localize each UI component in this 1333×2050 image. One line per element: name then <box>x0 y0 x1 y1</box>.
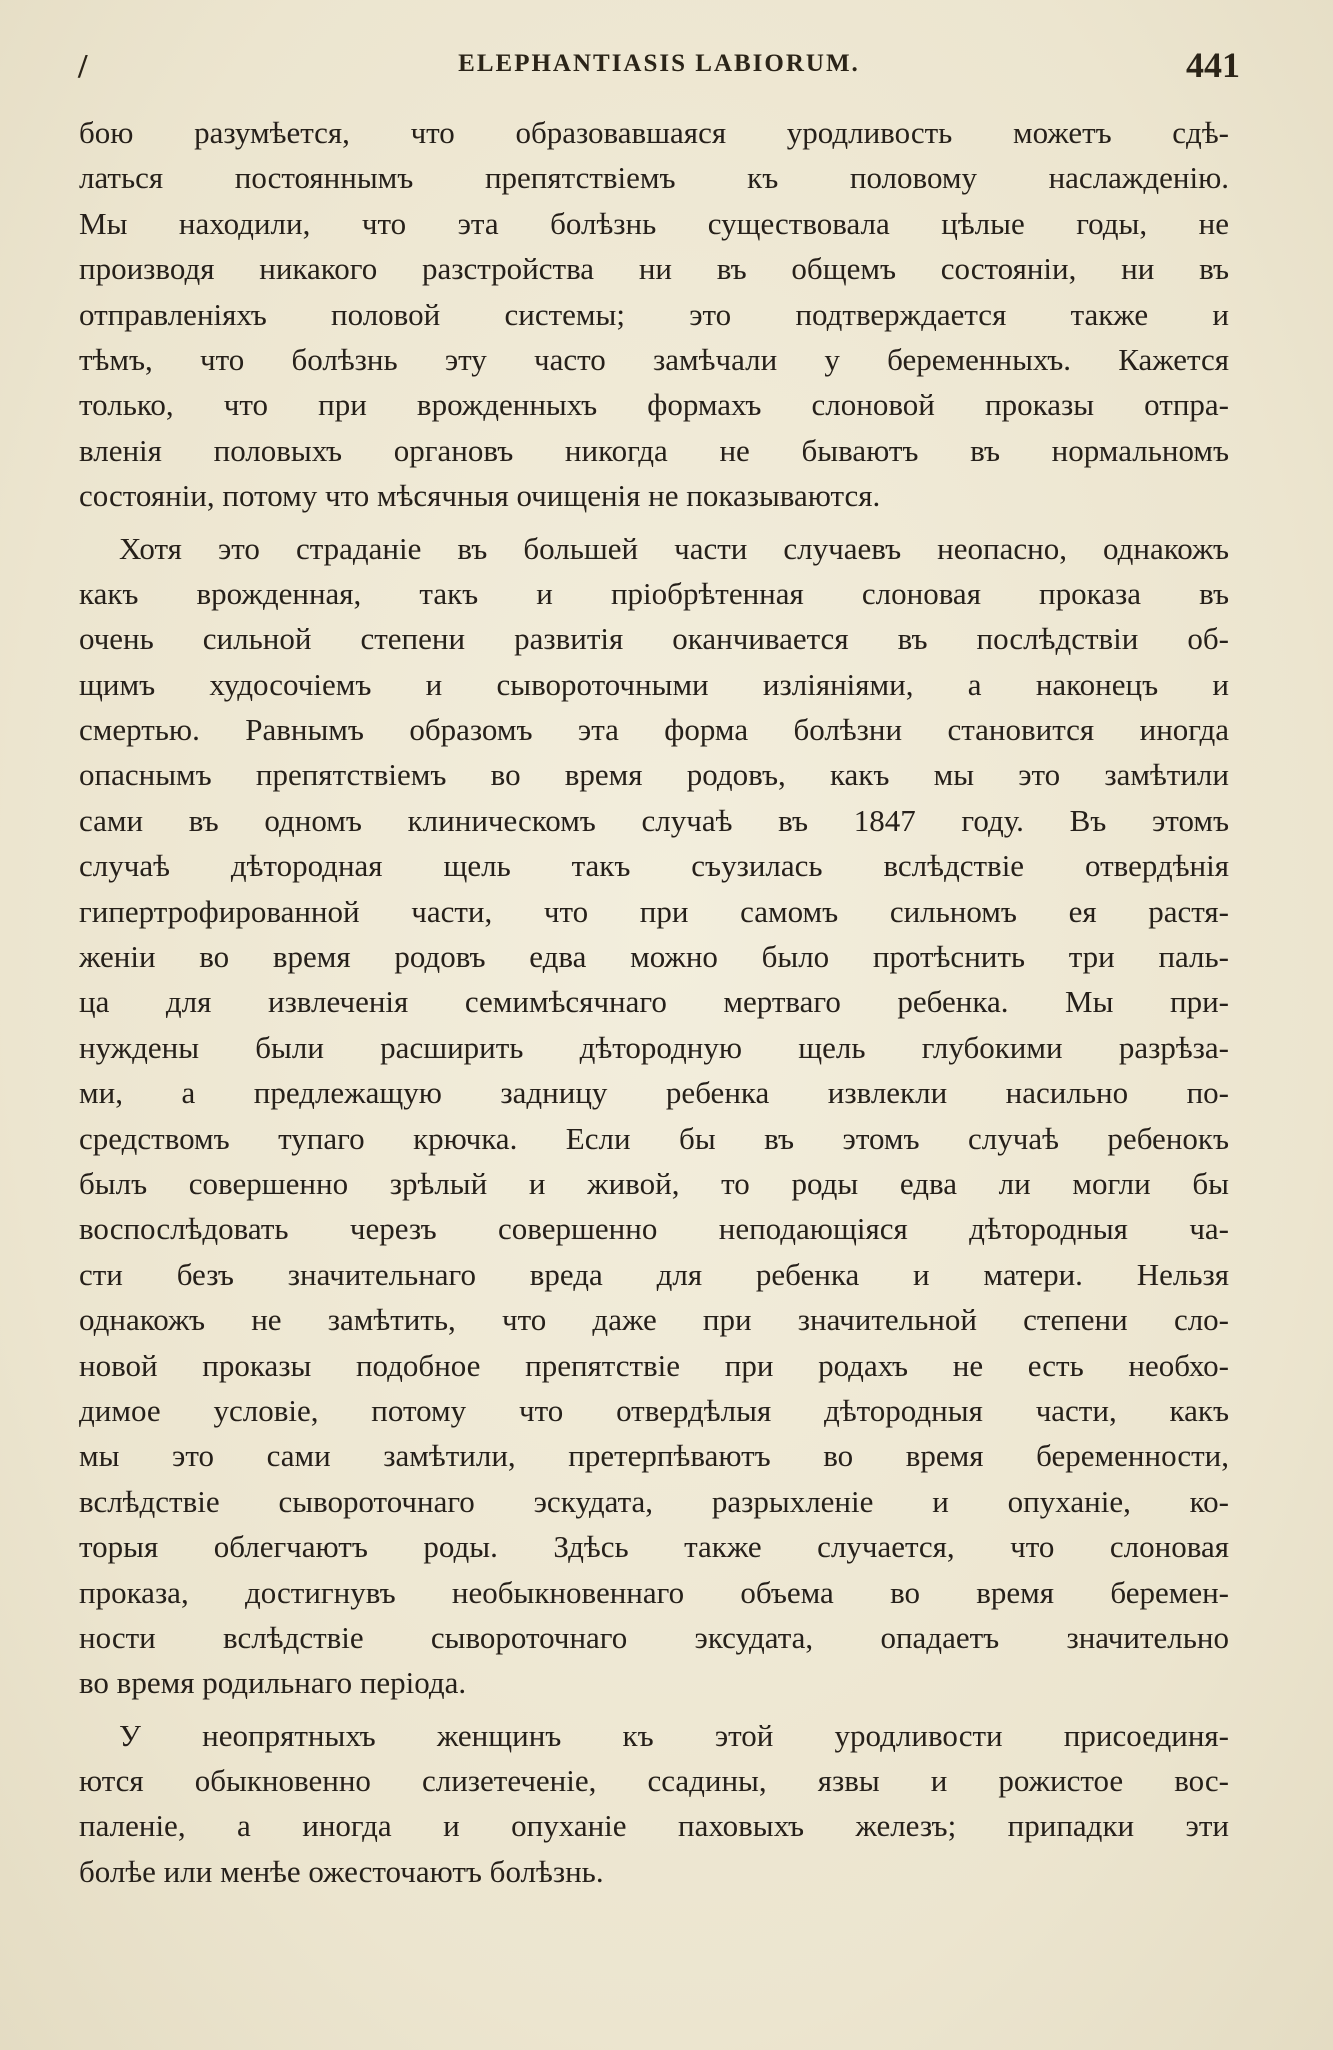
text-line: сти безъ значительнаго вреда для ребенка и матери. Нельзя <box>79 1256 1229 1292</box>
text-line: ности вслѣдствіе сывороточнаго эксудата, опадаетъ значительно <box>79 1619 1229 1655</box>
text-line: смертью. Равнымъ образомъ эта форма болѣзни становится иногда <box>79 712 1229 748</box>
text-line: былъ совершенно зрѣлый и живой, то роды едва ли могли бы <box>79 1165 1229 1201</box>
text-line: ца для извлеченія семимѣсячнаго мертваго ребенка. Мы при- <box>79 984 1229 1020</box>
text-line: случаѣ дѣтородная щель такъ съузилась вслѣдствіе отвердѣнія <box>79 848 1229 884</box>
text-line: сами въ одномъ клиническомъ случаѣ въ 1847 году. Въ этомъ <box>79 802 1229 838</box>
text-line: однакожъ не замѣтить, что даже при значительной степени сло- <box>79 1302 1229 1338</box>
text-line: тѣмъ, что болѣзнь эту часто замѣчали у беременныхъ. Кажется <box>79 341 1229 377</box>
text-line: воспослѣдовать черезъ совершенно неподающіяся дѣтородныя ча- <box>79 1211 1229 1247</box>
text-line: нуждены были расширить дѣтородную щель глубокими разрѣза- <box>79 1029 1229 1065</box>
text-line: вленія половыхъ органовъ никогда не бываютъ въ нормальномъ <box>79 432 1229 468</box>
text-line: производя никакого разстройства ни въ общемъ состояніи, ни въ <box>79 251 1229 287</box>
text-line: ми, а предлежащую задницу ребенка извлекли насильно по- <box>79 1075 1229 1111</box>
body-text <box>79 110 1229 1894</box>
text-line: средствомъ тупаго крючка. Если бы въ этомъ случаѣ ребенокъ <box>79 1120 1229 1156</box>
text-line: Хотя это страданіе въ большей части случаевъ неопасно, однакожъ <box>119 530 1229 566</box>
page-number: 441 <box>1186 45 1240 85</box>
text-line: вслѣдствіе сывороточнаго эскудата, разрыхленіе и опуханіе, ко- <box>79 1483 1229 1519</box>
text-line: какъ врожденная, такъ и пріобрѣтенная слоновая проказа въ <box>79 575 1229 611</box>
text-line: только, что при врожденныхъ формахъ слоновой проказы отпра- <box>79 387 1229 423</box>
text-line: новой проказы подобное препятствіе при родахъ не есть необхо- <box>79 1347 1229 1383</box>
text-line: гипертрофированной части, что при самомъ сильномъ ея растя- <box>79 893 1229 929</box>
text-line: димое условіе, потому что отвердѣлыя дѣтородныя части, какъ <box>79 1392 1229 1428</box>
paragraph <box>79 526 1229 1706</box>
text-line: женіи во время родовъ едва можно было протѣснить три паль- <box>79 939 1229 975</box>
text-line: ются обыкновенно слизетеченіе, ссадины, язвы и рожистое вос- <box>79 1763 1229 1799</box>
running-head <box>78 40 1240 90</box>
text-line: состояніи, потому что мѣсячныя очищенія не показываются. <box>79 478 881 514</box>
text-line: проказа, достигнувъ необыкновеннаго объема во время беремен- <box>79 1574 1229 1610</box>
paragraph <box>79 110 1229 519</box>
text-line: во время родильнаго періода. <box>79 1665 467 1701</box>
text-line: болѣе или менѣе ожесточаютъ болѣзнь. <box>79 1853 604 1889</box>
printer-mark: / <box>78 48 88 85</box>
text-line: латься постояннымъ препятствіемъ къ половому наслажденію. <box>79 160 1229 196</box>
text-line: опаснымъ препятствіемъ во время родовъ, какъ мы это замѣтили <box>79 757 1229 793</box>
text-line: очень сильной степени развитія оканчивается въ послѣдствіи об- <box>79 621 1229 657</box>
paragraph <box>79 1713 1229 1895</box>
text-line: торыя облегчаютъ роды. Здѣсь также случается, что слоновая <box>79 1529 1229 1565</box>
text-line: отправленіяхъ половой системы; это подтверждается также и <box>79 296 1229 332</box>
text-line: Мы находили, что эта болѣзнь существовала цѣлые годы, не <box>79 205 1229 241</box>
text-line: паленіе, а иногда и опуханіе паховыхъ железъ; припадки эти <box>79 1808 1229 1844</box>
text-line: щимъ худосочіемъ и сывороточными изліяніями, а наконецъ и <box>79 666 1229 702</box>
running-title: ELEPHANTIASIS LABIORUM. <box>458 50 860 77</box>
text-line: У неопрятныхъ женщинъ къ этой уродливости присоединя- <box>119 1717 1229 1753</box>
text-line: бою разумѣется, что образовавшаяся уродливость можетъ сдѣ- <box>79 115 1229 150</box>
text-line: мы это сами замѣтили, претерпѣваютъ во время беременности, <box>79 1438 1229 1474</box>
